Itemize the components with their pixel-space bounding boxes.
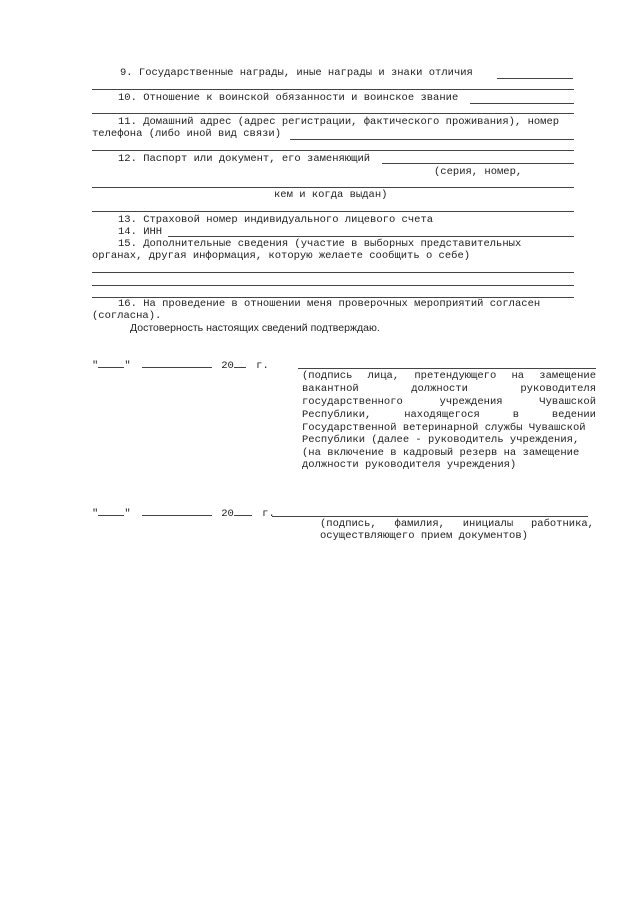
signature1-caption-2: вакантной должности руководителя: [302, 383, 596, 395]
item-12-field-line2[interactable]: [92, 187, 574, 188]
item-9-label: 9. Государственные награды, иные награды и знаки отличия: [120, 67, 473, 79]
date-year-suffix: г.: [256, 360, 269, 372]
item-11-label-line2: телефона (либо иной вид связи): [92, 128, 282, 140]
item-12-field[interactable]: [382, 163, 574, 164]
signature2-caption-1: (подпись, фамилия, инициалы работника,: [320, 518, 594, 530]
item-10-label: 10. Отношение к воинской обязанности и воинское звание: [118, 92, 459, 104]
item-14-field[interactable]: [168, 236, 574, 237]
item-11-label-line1: 11. Домашний адрес (адрес регистрации, фактического проживания), номер: [118, 116, 560, 128]
date-year-blank[interactable]: [234, 358, 246, 368]
date-day-blank[interactable]: [98, 358, 124, 368]
signature1-caption-5: Государственной ветеринарной службы Чувашской: [302, 422, 586, 434]
item-10-field-line2[interactable]: [92, 113, 574, 114]
date-year-suffix: г.: [262, 508, 275, 520]
date-quote-close: ": [124, 508, 131, 520]
signature2-line[interactable]: [272, 516, 588, 517]
signature2-date[interactable]: [92, 506, 275, 520]
signature1-line[interactable]: [298, 368, 596, 369]
date-month-blank[interactable]: [142, 358, 212, 368]
item-12-field-line3[interactable]: [92, 211, 574, 212]
confirmation-text: Достоверность настоящих сведений подтверждаю.: [130, 322, 380, 334]
date-year-prefix: 20: [221, 360, 234, 372]
item-10-field[interactable]: [470, 103, 574, 104]
item-14-label: 14. ИНН: [118, 226, 163, 238]
item-11-field-line2[interactable]: [92, 150, 574, 151]
signature1-caption-1: (подпись лица, претендующего на замещение: [302, 370, 596, 382]
signature1-caption-4: Республики, находящегося в ведении: [302, 409, 596, 421]
date-quote-open: ": [92, 360, 99, 372]
date-year-blank[interactable]: [234, 506, 252, 516]
item-15-label-line2: органах, другая информация, которую желаете сообщить о себе): [92, 250, 471, 262]
item-16-label-line1: 16. На проведение в отношении меня проверочных мероприятий согласен: [118, 298, 541, 310]
signature1-caption-6: Республики (далее - руководитель учреждения,: [302, 434, 580, 446]
item-9-field[interactable]: [497, 78, 573, 79]
item-15-field-line1[interactable]: [92, 272, 574, 273]
signature1-caption-7: (на включение в кадровый резерв на замещение: [302, 447, 580, 459]
item-15-label-line1: 15. Дополнительные сведения (участие в выборных представительных: [118, 238, 522, 250]
item-12-label: 12. Паспорт или документ, его заменяющий: [118, 153, 371, 165]
item-12-hint-series: (серия, номер,: [434, 166, 523, 178]
item-12-hint-issued: кем и когда выдан): [274, 189, 388, 201]
date-year-prefix: 20: [221, 508, 234, 520]
date-quote-close: ": [124, 360, 131, 372]
signature1-date[interactable]: [92, 358, 269, 372]
signature1-caption-3: государственного учреждения Чувашской: [302, 396, 596, 408]
signature1-caption-8: должности руководителя учреждения): [302, 459, 517, 471]
date-month-blank[interactable]: [142, 506, 212, 516]
signature2-caption-2: осуществляющего прием документов): [320, 530, 528, 542]
item-11-field[interactable]: [290, 139, 574, 140]
date-quote-open: ": [92, 508, 99, 520]
item-16-label-line2: (согласна).: [92, 310, 162, 322]
item-15-field-line2[interactable]: [92, 285, 574, 286]
item-9-field-line2[interactable]: [92, 89, 574, 90]
item-13-label: 13. Страховой номер индивидуального лицевого счета: [118, 214, 434, 226]
date-day-blank[interactable]: [98, 506, 124, 516]
